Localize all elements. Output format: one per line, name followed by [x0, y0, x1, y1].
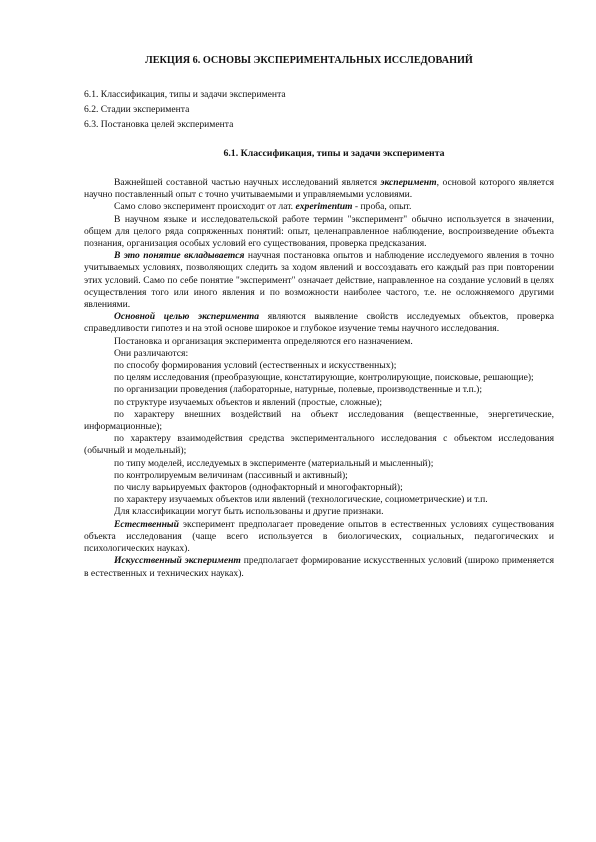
- toc-item[interactable]: 6.2. Стадии эксперимента: [84, 104, 190, 115]
- paragraph-text: В научном языке и исследовательской работе термин "эксперимент" обычно используется в значении, общем для целого ряда сопряженных понятий: опыт, целенаправленное наблюдение, воспроизведение объекта познания, организация особых условий его существования, проверка предсказания.: [84, 213, 554, 250]
- paragraph: [84, 336, 554, 348]
- paragraph: [84, 384, 554, 396]
- paragraph: [84, 360, 554, 372]
- emphasized-term: Искусственный эксперимент: [114, 555, 241, 567]
- paragraph-text: по способу формирования условий (естественных и искусственных);: [114, 360, 397, 372]
- paragraph-text: - проба, опыт.: [352, 201, 412, 213]
- paragraph-text: Важнейшей составной частью научных исследований является: [114, 177, 381, 188]
- paragraph-text: по характеру взаимодействия средства экспериментального исследования с объектом исследования (обычный и модельный);: [84, 433, 554, 457]
- lecture-title: ЛЕКЦИЯ 6. ОСНОВЫ ЭКСПЕРИМЕНТАЛЬНЫХ ИССЛЕДОВАНИЙ: [145, 55, 473, 66]
- paragraph: [84, 372, 554, 384]
- paragraph-text: предполагает формирование искусственных условий (широко применяется в естественных и технических науках).: [84, 555, 555, 579]
- emphasized-term: Основной целью эксперимента: [114, 311, 260, 323]
- paragraph-text: по контролируемым величинам (пассивный и активный);: [114, 469, 348, 481]
- paragraph: [84, 433, 554, 457]
- emphasized-term: experimentum: [295, 201, 353, 213]
- paragraph-text: по структуре изучаемых объектов и явлений (простые, сложные);: [114, 396, 383, 408]
- paragraph: [84, 397, 554, 409]
- paragraph: [84, 555, 554, 579]
- paragraph: [84, 506, 554, 518]
- paragraph: [84, 250, 554, 311]
- paragraph: [84, 519, 554, 556]
- paragraph: [84, 409, 554, 433]
- paragraph: [84, 311, 554, 335]
- paragraph-text: по целям исследования (преобразующие, констатирующие, контролирующие, поисковые, решающие);: [114, 372, 534, 384]
- paragraph: [84, 458, 554, 470]
- paragraph-text: Само слово эксперимент происходит от лат.: [114, 201, 296, 213]
- paragraph: [84, 214, 554, 251]
- paragraph-text: по характеру изучаемых объектов или явлений (технологические, социометрические) и т.п.: [114, 494, 488, 506]
- section-heading: 6.1. Классификация, типы и задачи эксперимента: [223, 148, 445, 159]
- emphasized-term: В это понятие вкладывается: [114, 250, 245, 262]
- paragraph: [84, 201, 554, 213]
- paragraph: [84, 348, 554, 360]
- paragraph: [84, 470, 554, 482]
- paragraph-text: по организации проведения (лабораторные, натурные, полевые, производственные и т.п.);: [114, 384, 482, 396]
- paragraph-text: эксперимент предполагает проведение опытов в естественных условиях существования объекта исследования (чаще всего используется в биологических, социальных, педагогических и психологических науках).: [84, 518, 554, 555]
- paragraph: [84, 494, 554, 506]
- paragraph: [84, 482, 554, 494]
- paragraph-text: , основой которого является научно поставленный опыт с точно учитываемыми и управляемыми условиями.: [84, 177, 555, 201]
- paragraph-text: научная постановка опытов и наблюдение исследуемого явления в точно учитываемых условиях, позволяющих следить за ходом явлений и воссоздавать его каждый раз при повторении этих условий. Само по себе понятие "эксперимент" означает действие, направленное на создание условий в целях осуществления того или иного явления и по возможности наиболее частого, т.е. не осложняемого другими явлениями.: [84, 250, 555, 311]
- paragraph-text: по типу моделей, исследуемых в эксперименте (материальный и мысленный);: [114, 457, 434, 469]
- paragraph: [84, 177, 554, 201]
- paragraph-text: Постановка и организация эксперимента определяются его назначением.: [114, 335, 413, 347]
- emphasized-term: эксперимент: [380, 177, 437, 188]
- table-of-contents: [84, 87, 286, 132]
- body-text: [84, 177, 554, 580]
- toc-item[interactable]: 6.3. Постановка целей эксперимента: [84, 119, 234, 130]
- paragraph-text: Они различаются:: [114, 347, 189, 359]
- paragraph-text: по характеру внешних воздействий на объект исследования (вещественные, энергетические, информационные);: [84, 408, 554, 433]
- toc-item[interactable]: 6.1. Классификация, типы и задачи эксперимента: [84, 89, 286, 100]
- paragraph-text: являются выявление свойств исследуемых объектов, проверка справедливости гипотез и на этой основе широкое и глубокое изучение темы научного исследования.: [84, 311, 554, 335]
- emphasized-term: Естественный: [114, 518, 179, 530]
- paragraph-text: Для классификации могут быть использованы и другие признаки.: [114, 506, 384, 518]
- paragraph-text: по числу варьируемых факторов (однофакторный и многофакторный);: [114, 482, 403, 494]
